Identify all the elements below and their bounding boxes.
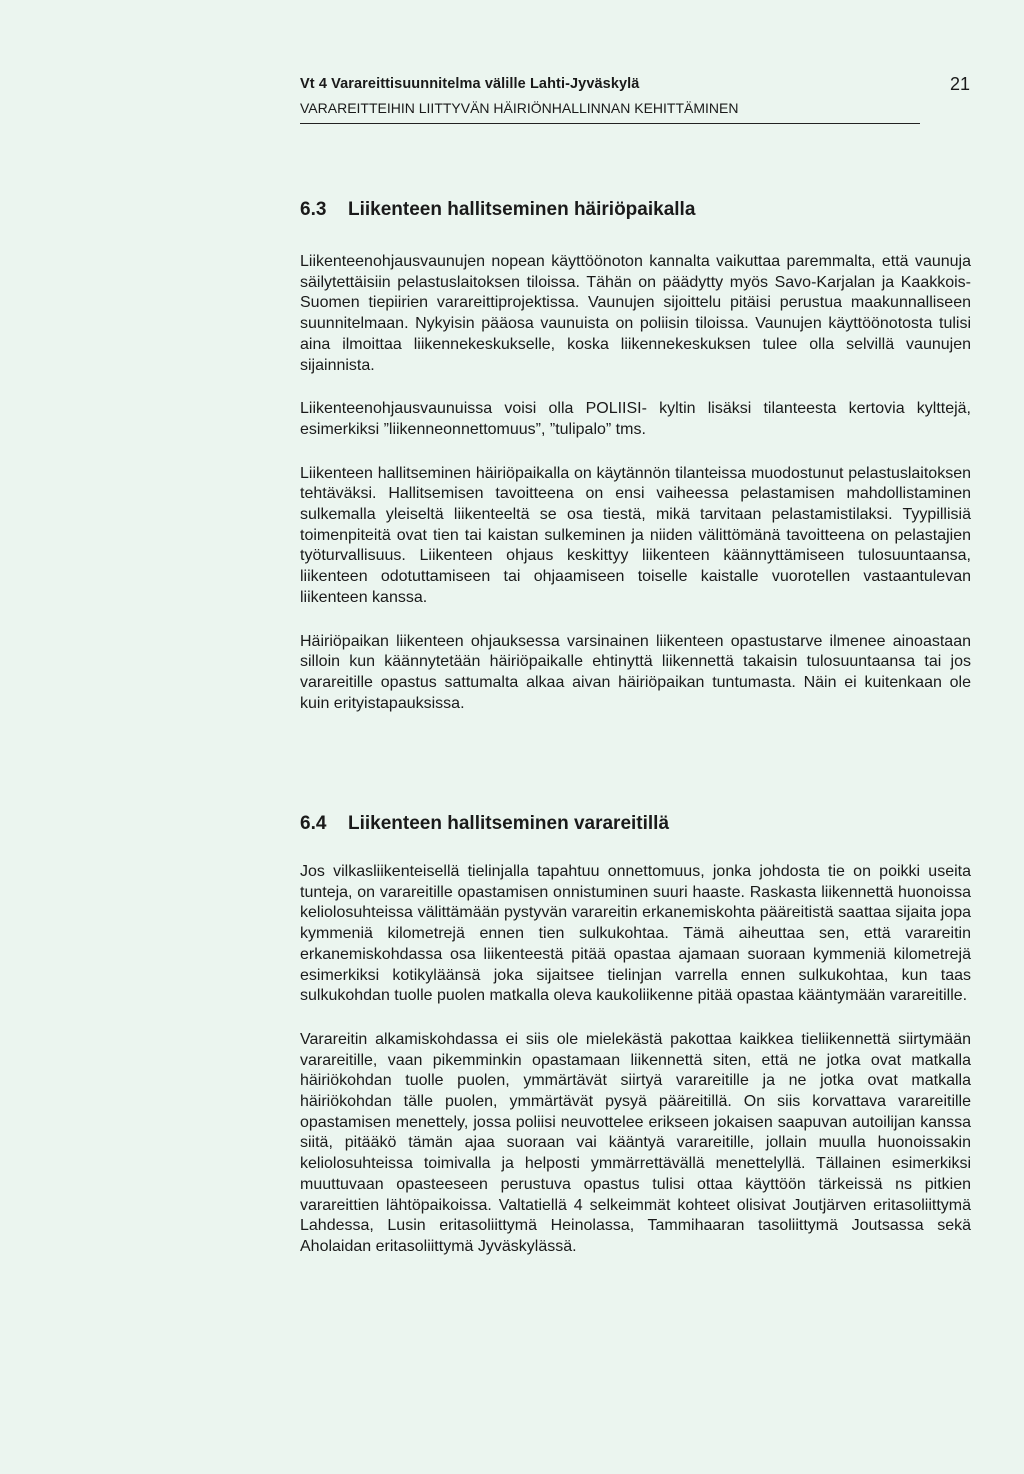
section-6-3-body: [300, 252, 971, 737]
section-heading-6-3: [300, 199, 695, 221]
section-number: 6.4: [300, 813, 327, 834]
paragraph: Jos vilkasliikenteisellä tielinjalla tapahtuu onnettomuus, jonka johdosta tie on poikki useita tunteja, on varareitille opastamisen onnistuminen suuri haaste. Raskasta liikennettä huonoissa keliolosuhteissa välittämään pystyvän varareitin erkanemiskohta pääreitistä saattaa sijaita jopa kymmeniä kilometrejä ennen tien sulkukohtaa. Tämä aiheuttaa sen, että varareitin erkanemiskohdassa osa liikenteestä pitää opastaa ajamaan suoraan kymmeniä kilometrejä esimerkiksi kotikyläänsä joka sijaitsee tielinjan varrella ennen sulkukohtaa, kun taas sulkukohdan tuolle puolen matkalla oleva kaukoliikenne pitää opastaa kääntymään varareitille.: [300, 863, 971, 1005]
paragraph: Liikenteenohjausvaunuissa voisi olla POLIISI- kyltin lisäksi tilanteesta kertovia kylttejä, esimerkiksi ”liikenneonnettomuus”, ”tulipalo” tms.: [300, 400, 971, 438]
page-number: 21: [950, 74, 971, 94]
page-header: [300, 74, 920, 124]
section-title: Liikenteen hallitseminen häiriöpaikalla: [348, 199, 696, 220]
section-heading-6-4: [300, 813, 669, 835]
paragraph: Liikenteen hallitseminen häiriöpaikalla on käytännön tilanteissa muodostunut pelastuslaitoksen tehtäväksi. Hallitsemisen tavoitteena on ensi vaiheessa pelastamisen mahdollistaminen sulkemalla yleiseltä liikenteeltä se osa tiestä, mikä tarvitaan pelastamistilaksi. Tyypillisiä toimenpiteitä ovat tien tai kaistan sulkeminen ja niiden välittömänä tavoitteena on pelastajien työturvallisuus. Liikenteen ohjaus keskittyy liikenteen käännyttämiseen tulosuuntaansa, liikenteen odotuttamiseen tai ohjaamiseen toiselle kaistalle vuorotellen vastaantulevan liikenteen kanssa.: [300, 464, 971, 606]
section-number: 6.3: [300, 199, 327, 220]
section-title: Liikenteen hallitseminen varareitillä: [348, 813, 670, 834]
header-subtitle: VARAREITTEIHIN LIITTYVÄN HÄIRIÖNHALLINNAN KEHITTÄMINEN: [300, 100, 739, 116]
paragraph: Liikenteenohjausvaunujen nopean käyttöönoton kannalta vaikuttaa paremmalta, että vaunuja säilytettäisiin pelastuslaitoksen tiloissa. Tähän on päädytty myös Savo-Karjalan ja Kaakkois-Suomen tiepiirien varareittiprojektissa. Vaunujen sijoittelu pitäisi perustua maakunnalliseen suunnitelmaan. Nykyisin pääosa vaunuista on poliisin tiloissa. Vaunujen käyttöönotosta tulisi aina ilmoittaa liikennekeskukselle, koska liikennekeskuksen tulee olla selvillä vaunujen sijainnista.: [300, 253, 971, 374]
section-6-4-body: [300, 862, 971, 1281]
paragraph: Häiriöpaikan liikenteen ohjauksessa varsinainen liikenteen opastustarve ilmenee ainoastaan silloin kun käännytetään häiriöpaikalle ehtinyttä liikennettä takaisin tulosuuntaansa tai jos varareitille opastus sattumalta alkaa aivan häiriöpaikan tuntumasta. Näin ei kuitenkaan ole kuin erityistapauksissa.: [300, 632, 971, 712]
paragraph: Varareitin alkamiskohdassa ei siis ole mielekästä pakottaa kaikkea tieliikennettä siirtymään varareitille, vaan pikemminkin opastamaan liikennettä siten, että ne jotka ovat matkalla häiriökohdan tuolle puolen, ymmärtävät siirtyä varareitille ja ne jotka ovat matkalla häiriökohdan tälle puolen, ymmärtävät pysyä pääreitillä. On siis korvattava varareitille opastamisen menettely, jossa poliisi neuvottelee erikseen jokaisen saapuvan autoilijan kanssa siitä, pitääkö tämän ajaa suoraan vai kääntyä varareitille, jollain muulla huonoissakin keliolosuhteissa toimivalla ja helposti ymmärrettävällä menettelyllä. Tällainen esimerkiksi muuttuvaan opasteeseen perustuva opastus tulisi ottaa käyttöön tärkeissä ns pitkien varareittien lähtöpaikoissa. Valtatiellä 4 selkeimmät kohteet olisivat Joutjärven eritasoliittymä Lahdessa, Lusin eritasoliittymä Heinolassa, Tammihaaran tasoliittymä Joutsassa sekä Aholaidan eritasoliittymä Jyväskylässä.: [300, 1030, 971, 1255]
header-title: Vt 4 Varareittisuunnitelma välille Lahti-Jyväskylä: [300, 76, 640, 92]
